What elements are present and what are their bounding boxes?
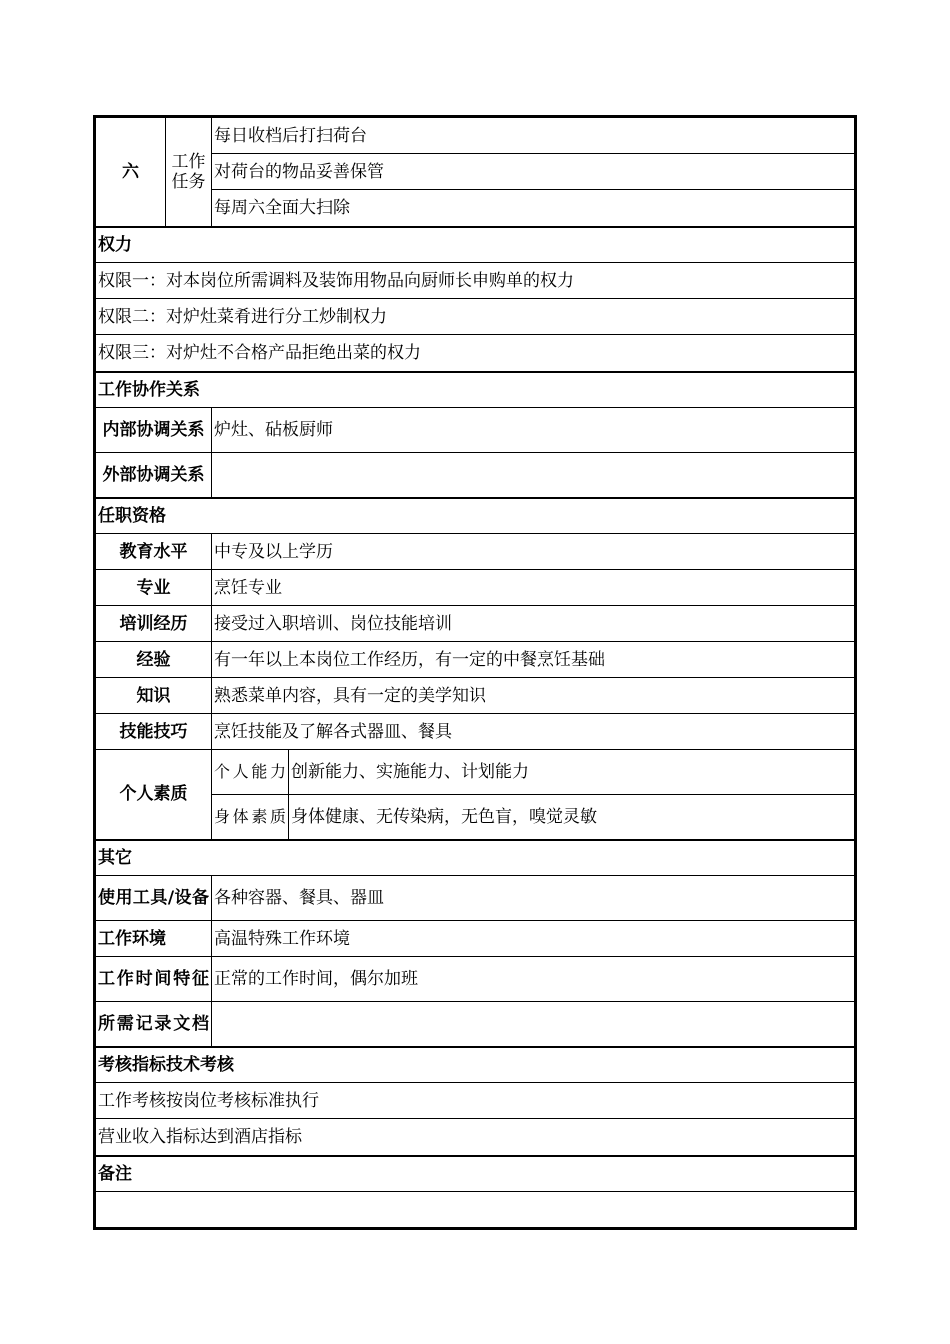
personal-quality-label: 个人素质 bbox=[96, 750, 212, 840]
authority-item: 权限一：对本岗位所需调料及装饰用物品向厨师长申购单的权力 bbox=[96, 263, 855, 299]
task-item: 对荷台的物品妥善保管 bbox=[212, 154, 855, 190]
remarks-value bbox=[96, 1192, 855, 1228]
major-label: 专业 bbox=[96, 570, 212, 606]
remarks-title: 备注 bbox=[96, 1156, 855, 1192]
internal-relations-value: 炉灶、砧板厨师 bbox=[212, 408, 855, 453]
qualifications-title: 任职资格 bbox=[96, 498, 855, 534]
authority-title: 权力 bbox=[96, 227, 855, 263]
external-relations-label: 外部协调关系 bbox=[96, 453, 212, 498]
documents-label: 所需记录文档 bbox=[96, 1002, 212, 1047]
relations-title: 工作协作关系 bbox=[96, 372, 855, 408]
assessment-title: 考核指标技术考核 bbox=[96, 1047, 855, 1083]
tools-label: 使用工具/设备 bbox=[96, 876, 212, 921]
skills-label: 技能技巧 bbox=[96, 714, 212, 750]
physical-value: 身体健康、无传染病，无色盲，嗅觉灵敏 bbox=[289, 795, 855, 840]
task-item: 每日收档后打扫荷台 bbox=[212, 118, 855, 154]
task-item: 每周六全面大扫除 bbox=[212, 190, 855, 227]
knowledge-label: 知识 bbox=[96, 678, 212, 714]
assessment-item: 工作考核按岗位考核标准执行 bbox=[96, 1083, 855, 1119]
tools-value: 各种容器、餐具、器皿 bbox=[212, 876, 855, 921]
ability-value: 创新能力、实施能力、计划能力 bbox=[289, 750, 855, 795]
other-title: 其它 bbox=[96, 840, 855, 876]
work-time-label: 工作时间特征 bbox=[96, 957, 212, 1002]
major-value: 烹饪专业 bbox=[212, 570, 855, 606]
work-time-value: 正常的工作时间，偶尔加班 bbox=[212, 957, 855, 1002]
training-label: 培训经历 bbox=[96, 606, 212, 642]
environment-value: 高温特殊工作环境 bbox=[212, 921, 855, 957]
task-label: 工作任务 bbox=[166, 118, 212, 227]
environment-label: 工作环境 bbox=[96, 921, 212, 957]
physical-label: 身体素质 bbox=[212, 795, 289, 840]
experience-value: 有一年以上本岗位工作经历，有一定的中餐烹饪基础 bbox=[212, 642, 855, 678]
training-value: 接受过入职培训、岗位技能培训 bbox=[212, 606, 855, 642]
knowledge-value: 熟悉菜单内容，具有一定的美学知识 bbox=[212, 678, 855, 714]
job-description-table bbox=[93, 115, 857, 1230]
authority-item: 权限二：对炉灶菜肴进行分工炒制权力 bbox=[96, 299, 855, 335]
ability-label: 个人能力 bbox=[212, 750, 289, 795]
task-number: 六 bbox=[96, 118, 166, 227]
documents-value bbox=[212, 1002, 855, 1047]
experience-label: 经验 bbox=[96, 642, 212, 678]
skills-value: 烹饪技能及了解各式器皿、餐具 bbox=[212, 714, 855, 750]
education-label: 教育水平 bbox=[96, 534, 212, 570]
education-value: 中专及以上学历 bbox=[212, 534, 855, 570]
external-relations-value bbox=[212, 453, 855, 498]
assessment-item: 营业收入指标达到酒店指标 bbox=[96, 1119, 855, 1156]
internal-relations-label: 内部协调关系 bbox=[96, 408, 212, 453]
authority-item: 权限三：对炉灶不合格产品拒绝出菜的权力 bbox=[96, 335, 855, 372]
